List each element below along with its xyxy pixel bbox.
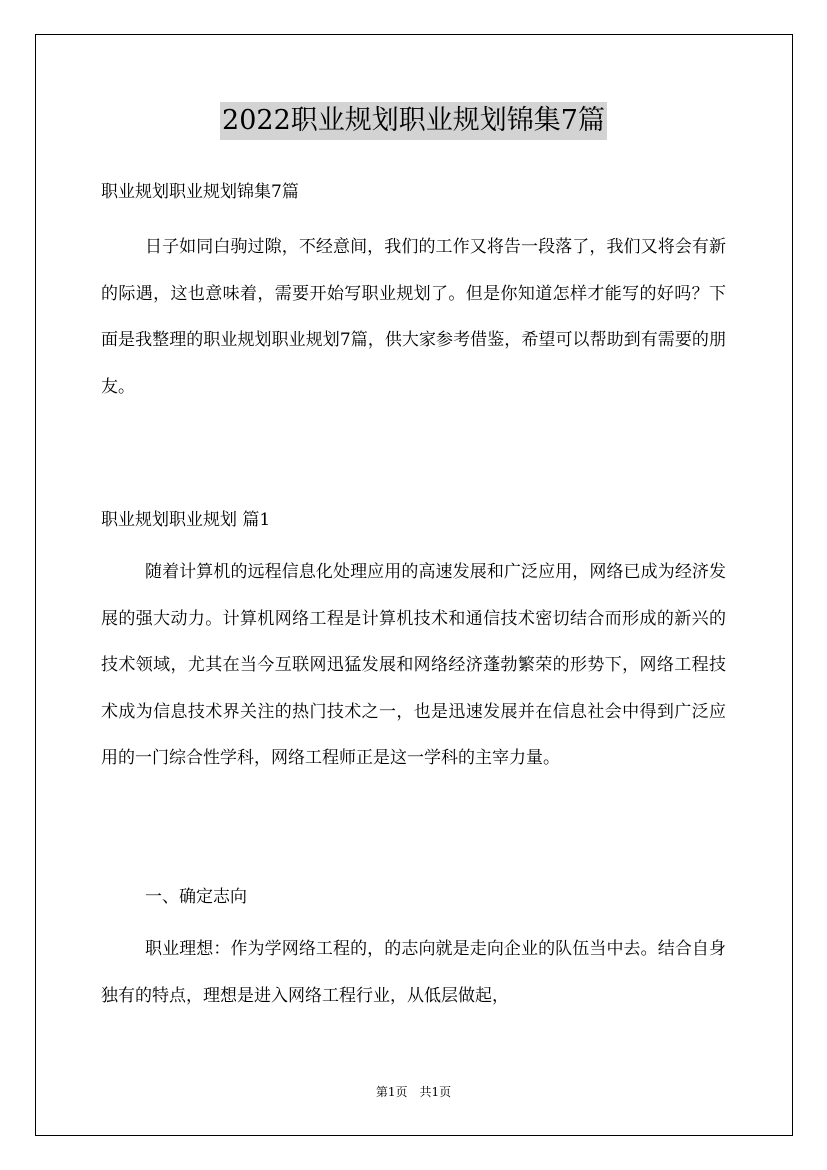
page-footer: 第1页 共1页	[375, 1085, 452, 1099]
intro-paragraph: 日子如同白驹过隙，不经意间，我们的工作又将告一段落了，我们又将会有新的际遇，这也意味着，需要开始写职业规划了。但是你知道怎样才能写的好吗？下面是我整理的职业规划职业规划7篇，供大家参考借鉴，希望可以帮助到有需要的朋友。	[101, 237, 726, 397]
section-heading-1: 职业规划职业规划 篇1	[101, 510, 271, 530]
document-title: 2022职业规划职业规划锦集7篇	[220, 102, 607, 140]
section1-paragraph-2: 职业理想：作为学网络工程的，的志向就是走向企业的队伍当中去。结合自身独有的特点，理想是进入网络工程行业，从低层做起，	[101, 939, 726, 1006]
section1-paragraph: 随着计算机的远程信息化处理应用的高速发展和广泛应用，网络已成为经济发展的强大动力。计算机网络工程是计算机技术和通信技术密切结合而形成的新兴的技术领域，尤其在当今互联网迅猛发展和网络经济蓬勃繁荣的形势下，网络工程技术成为信息技术界关注的热门技术之一，也是迅速发展并在信息社会中得到广泛应用的一门综合性学科，网络工程师正是这一学科的主宰力量。	[101, 562, 726, 769]
subheading-determine-aspiration: 一、确定志向	[145, 887, 247, 907]
title-wrap	[0, 102, 827, 140]
document-subtitle: 职业规划职业规划锦集7篇	[101, 182, 299, 202]
